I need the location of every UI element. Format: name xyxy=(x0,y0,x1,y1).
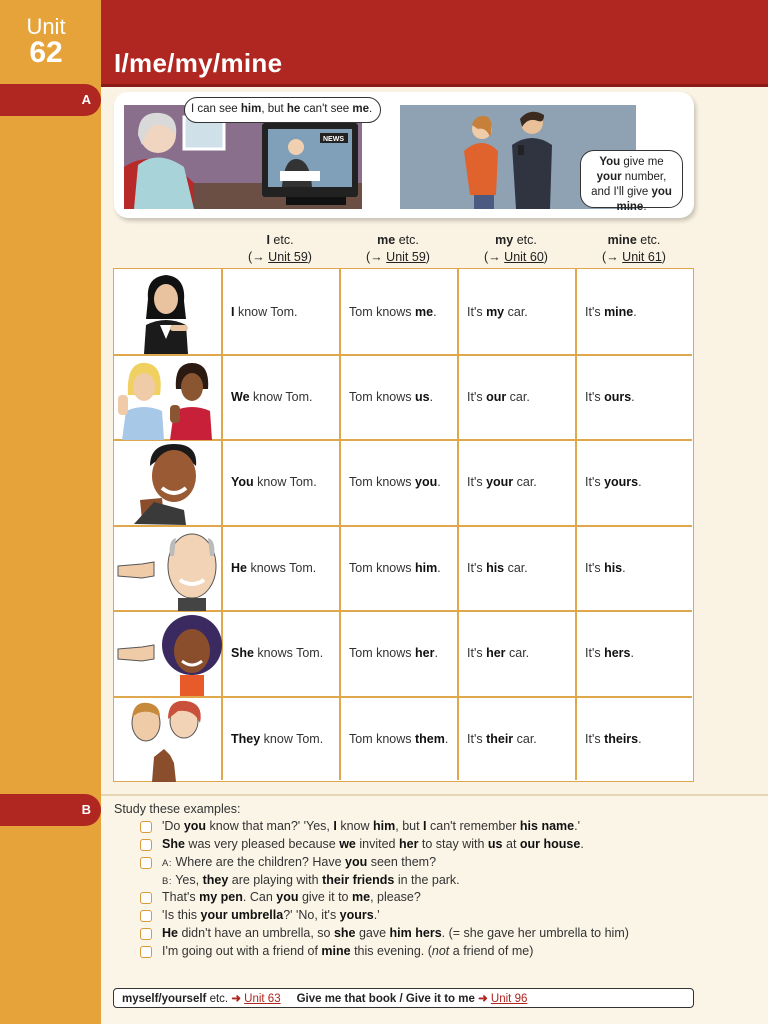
cell-text: car. xyxy=(504,561,528,575)
table-cell xyxy=(467,305,528,319)
ex-bold: him hers xyxy=(389,926,442,940)
speaker-label: B: xyxy=(162,876,172,887)
cell-text: Tom knows xyxy=(349,475,415,489)
ex-text: That's xyxy=(162,890,200,904)
cell-text: knows Tom. xyxy=(253,646,324,660)
column-close: ) xyxy=(661,250,666,264)
table-cell xyxy=(467,475,537,489)
table-cell xyxy=(231,561,316,575)
ex-text: , but xyxy=(395,819,424,833)
ex-bold: his name xyxy=(519,819,575,833)
pronoun-bold: them xyxy=(415,732,445,746)
example-line xyxy=(162,837,584,851)
ex-text: invited xyxy=(355,837,399,851)
cell-text: Tom knows xyxy=(349,561,415,575)
column-etc: etc. xyxy=(513,233,537,247)
column-close: ) xyxy=(543,250,548,264)
bubble-bold: he xyxy=(286,103,301,115)
ex-bold: mine xyxy=(321,944,351,958)
table-cell xyxy=(585,475,642,489)
ex-text: give it to xyxy=(298,890,352,904)
column-close: ) xyxy=(425,250,430,264)
ex-bold: me xyxy=(351,890,371,904)
column-arrow: (→ xyxy=(248,250,269,264)
example-line xyxy=(162,926,629,940)
ex-bold: they xyxy=(202,873,229,887)
unit-link[interactable]: Unit 59 xyxy=(268,250,308,264)
ex-bold: I xyxy=(333,819,337,833)
cell-text: know Tom. xyxy=(253,475,317,489)
unit-link[interactable]: Unit 61 xyxy=(622,250,662,264)
cell-text: car. xyxy=(504,305,528,319)
pronoun-bold: We xyxy=(231,390,250,404)
news-label: NEWS xyxy=(323,136,344,143)
bubble-bold: your xyxy=(596,171,622,183)
ex-bold: yours xyxy=(339,908,374,922)
ex-text: . xyxy=(580,837,584,851)
ex-text: was very pleased because xyxy=(184,837,340,851)
ex-text: at xyxy=(502,837,520,851)
side-strip xyxy=(0,0,101,1024)
cell-text: It's xyxy=(467,732,487,746)
cell-text: It's xyxy=(467,390,487,404)
column-etc: etc. xyxy=(636,233,661,247)
ex-text: , please? xyxy=(370,890,421,904)
column-heading-object xyxy=(339,232,457,266)
table-cell xyxy=(467,732,537,746)
pronoun-bold: I xyxy=(231,305,235,319)
table-cell xyxy=(231,305,297,319)
footer-text: etc. xyxy=(206,993,232,1005)
bubble-text: . xyxy=(643,201,647,213)
cell-text: It's xyxy=(585,305,605,319)
page-title: I/me/my/mine xyxy=(114,48,283,78)
pronoun-bold: me xyxy=(415,305,434,319)
arrow-right-icon: ➜ xyxy=(478,993,488,1005)
cell-text: . xyxy=(437,475,441,489)
ex-text: 'Is this xyxy=(162,908,201,922)
example-line xyxy=(162,908,380,922)
ex-text: . Can xyxy=(242,890,277,904)
section-tab-a xyxy=(0,84,101,116)
speech-bubble-phone xyxy=(580,150,683,213)
cell-text: know Tom. xyxy=(249,390,313,404)
ex-text: gave xyxy=(355,926,390,940)
column-word: mine xyxy=(607,233,637,247)
column-etc: etc. xyxy=(395,233,419,247)
study-heading: Study these examples: xyxy=(114,802,241,816)
cell-text: It's xyxy=(467,475,487,489)
ex-text: can't remember xyxy=(426,819,520,833)
pronoun-bold: They xyxy=(231,732,261,746)
cell-text: . xyxy=(429,390,434,404)
unit-badge xyxy=(0,0,101,86)
ex-bold: we xyxy=(339,837,356,851)
ex-bold: my pen xyxy=(199,890,243,904)
column-arrow: (→ xyxy=(366,250,387,264)
ex-bold: our house xyxy=(519,837,581,851)
table-cell xyxy=(231,390,313,404)
pronoun-table xyxy=(113,268,694,782)
ex-bold: us xyxy=(487,837,503,851)
table-cell xyxy=(467,646,529,660)
speech-bubble-tv xyxy=(184,97,381,123)
pronoun-bold: you xyxy=(415,475,438,489)
pronoun-bold: her xyxy=(415,646,435,660)
table-cell xyxy=(349,305,437,319)
bubble-bold: him xyxy=(240,103,262,115)
unit-link[interactable]: Unit 63 xyxy=(244,993,281,1005)
bubble-text: can't see xyxy=(300,103,353,115)
unit-link[interactable]: Unit 96 xyxy=(490,993,528,1005)
ex-bold: He xyxy=(162,926,178,940)
pronoun-bold: his xyxy=(604,561,623,575)
cell-text: . xyxy=(638,475,642,489)
cell-text: know Tom. xyxy=(260,732,324,746)
ex-bold: you xyxy=(183,819,207,833)
table-cell xyxy=(467,561,528,575)
example-line xyxy=(162,873,460,887)
arrow-right-icon: ➜ xyxy=(231,993,241,1005)
table-cell xyxy=(349,390,433,404)
example-bullet-icon xyxy=(140,946,152,958)
cell-text: . xyxy=(631,390,635,404)
table-cell xyxy=(349,732,448,746)
ex-text: Where are the children? Have xyxy=(171,855,345,869)
column-heading-possessive-adj xyxy=(457,232,575,266)
cell-text: car. xyxy=(505,646,530,660)
example-line xyxy=(162,944,533,958)
column-word: I xyxy=(266,233,270,247)
table-cell xyxy=(231,732,323,746)
table-cell xyxy=(585,390,635,404)
pronoun-bold: She xyxy=(231,646,254,660)
bubble-bold: You xyxy=(599,156,621,168)
table-cell xyxy=(349,475,441,489)
cell-text: knows Tom. xyxy=(246,561,317,575)
bubble-text: . xyxy=(369,103,373,115)
cell-text: . xyxy=(638,732,642,746)
cell-text: . xyxy=(434,646,438,660)
pronoun-bold: his xyxy=(486,561,505,575)
pronoun-bold: their xyxy=(486,732,514,746)
figure-you-person xyxy=(114,440,222,525)
column-arrow: (→ xyxy=(484,250,505,264)
pronoun-bold: our xyxy=(486,390,507,404)
example-bullet-icon xyxy=(140,839,152,851)
ex-text: Yes, xyxy=(171,873,203,887)
ex-bold: I xyxy=(423,819,427,833)
ex-text: didn't have an umbrella, so xyxy=(177,926,334,940)
ex-bold: her xyxy=(398,837,419,851)
pronoun-bold: yours xyxy=(604,475,639,489)
ex-bold: your umbrella xyxy=(200,908,284,922)
cell-text: . xyxy=(444,732,449,746)
example-bullet-icon xyxy=(140,821,152,833)
cell-text: It's xyxy=(585,561,605,575)
unit-word: Unit xyxy=(26,14,66,39)
ex-text: this evening. ( xyxy=(350,944,432,958)
bubble-text: number, and I'll give xyxy=(591,171,667,198)
table-cell xyxy=(585,561,626,575)
ex-text: . (= she gave her umbrella to him) xyxy=(441,926,629,940)
cell-text: It's xyxy=(585,646,605,660)
example-line xyxy=(162,890,421,904)
figure-we-people xyxy=(114,355,222,440)
bubble-bold: mine xyxy=(616,201,644,213)
example-bullet-icon xyxy=(140,910,152,922)
cell-text: Tom knows xyxy=(349,732,415,746)
bubble-text: I can see xyxy=(191,103,241,115)
cell-text: It's xyxy=(585,390,605,404)
ex-bold: She xyxy=(162,837,185,851)
ex-bold: him xyxy=(373,819,396,833)
speaker-label: A: xyxy=(162,858,172,869)
unit-link[interactable]: Unit 59 xyxy=(386,250,426,264)
bubble-text: give me xyxy=(620,156,664,168)
unit-link[interactable]: Unit 60 xyxy=(504,250,544,264)
pronoun-bold: my xyxy=(486,305,505,319)
ex-text: .' xyxy=(574,819,580,833)
ex-text: are playing with xyxy=(228,873,323,887)
cell-text: It's xyxy=(585,732,605,746)
section-a-label: A xyxy=(81,92,91,107)
column-close: ) xyxy=(307,250,312,264)
footer-bold: Give me that book / Give it to me xyxy=(296,993,475,1005)
ex-text: I'm going out with a friend of xyxy=(162,944,322,958)
cell-text: . xyxy=(437,561,441,575)
pronoun-bold: mine xyxy=(604,305,634,319)
table-cell xyxy=(231,646,323,660)
figure-he-person xyxy=(114,526,222,611)
bubble-text: , but xyxy=(261,103,287,115)
figure-she-person xyxy=(114,611,222,696)
cell-text: Tom knows xyxy=(349,305,415,319)
section-b-label: B xyxy=(81,802,91,817)
section-tab-b xyxy=(0,794,101,826)
column-heading-subject xyxy=(221,232,339,266)
ex-text: seen them? xyxy=(367,855,437,869)
pronoun-bold: theirs xyxy=(604,732,639,746)
ex-bold: you xyxy=(276,890,299,904)
pronoun-bold: her xyxy=(486,646,506,660)
cell-text: car. xyxy=(506,390,530,404)
cell-text: It's xyxy=(467,561,487,575)
cell-text: It's xyxy=(467,646,487,660)
ex-text: know xyxy=(336,819,374,833)
table-cell xyxy=(349,646,438,660)
bubble-bold: me xyxy=(352,103,370,115)
table-cell xyxy=(349,561,441,575)
example-line xyxy=(162,855,436,869)
column-etc: etc. xyxy=(269,233,294,247)
column-word: my xyxy=(495,233,514,247)
cell-text: Tom knows xyxy=(349,390,415,404)
table-cell xyxy=(585,305,637,319)
ex-italic: not xyxy=(431,944,450,958)
ex-bold: their friends xyxy=(322,873,395,887)
cell-text: know Tom. xyxy=(234,305,298,319)
pronoun-bold: He xyxy=(231,561,247,575)
ex-text: .' xyxy=(373,908,380,922)
ex-bold: she xyxy=(333,926,356,940)
column-word: me xyxy=(377,233,396,247)
cell-text: It's xyxy=(467,305,487,319)
cell-text: . xyxy=(633,305,637,319)
pronoun-bold: You xyxy=(231,475,254,489)
table-cell xyxy=(585,646,634,660)
ex-text: to stay with xyxy=(418,837,488,851)
column-heading-possessive-pronoun xyxy=(575,232,693,266)
footer-bold: myself/yourself xyxy=(122,993,207,1005)
ex-text: 'Do xyxy=(162,819,184,833)
example-bullet-icon xyxy=(140,892,152,904)
cell-text: . xyxy=(630,646,634,660)
ex-text: ?' 'No, it's xyxy=(283,908,340,922)
table-cell xyxy=(231,475,317,489)
ex-text: in the park. xyxy=(394,873,460,887)
column-arrow: (→ xyxy=(602,250,623,264)
figure-they-people xyxy=(114,697,222,782)
figure-i-person xyxy=(114,269,222,354)
pronoun-bold: us xyxy=(415,390,430,404)
cell-text: car. xyxy=(513,732,537,746)
cell-text: . xyxy=(622,561,626,575)
ex-text: know that man?' 'Yes, xyxy=(206,819,334,833)
cell-text: . xyxy=(433,305,437,319)
pronoun-bold: hers xyxy=(604,646,631,660)
table-cell xyxy=(585,732,642,746)
example-bullet-icon xyxy=(140,857,152,869)
example-line xyxy=(162,819,580,833)
pronoun-bold: him xyxy=(415,561,438,575)
cell-text: car. xyxy=(513,475,537,489)
ex-bold: you xyxy=(345,855,368,869)
cross-reference-box xyxy=(113,988,694,1008)
unit-number: 62 xyxy=(29,36,63,69)
bubble-bold: you xyxy=(651,186,672,198)
cell-text: Tom knows xyxy=(349,646,415,660)
cell-text: It's xyxy=(585,475,605,489)
pronoun-bold: ours xyxy=(604,390,632,404)
ex-text: a friend of me) xyxy=(449,944,534,958)
pronoun-bold: your xyxy=(486,475,514,489)
table-cell xyxy=(467,390,530,404)
example-bullet-icon xyxy=(140,928,152,940)
